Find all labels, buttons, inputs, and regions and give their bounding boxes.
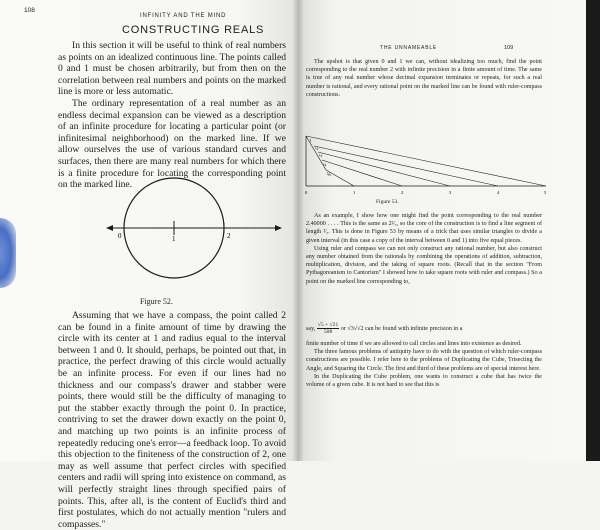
- text-block-middle: [306, 212, 542, 286]
- page-number: 109: [504, 45, 514, 51]
- bottom-label: 3: [449, 190, 452, 195]
- figure-caption: Figure 52.: [140, 297, 173, 306]
- text-block-bottom: [58, 310, 286, 530]
- left-page: [0, 0, 298, 530]
- left-label: ⅓: [319, 153, 323, 158]
- page-number: 108: [24, 7, 35, 14]
- ray: [306, 136, 546, 186]
- paragraph: The ordinary representation of a real number as an endless decimal expansion can be viewed as a description of an infinite procedure for locating a particular point (or infinitesimal neighborhood) on the marked line. If we allow ourselves the use of various standard curves and surfaces, then there are many real numbers for which there is a finite procedure for locating the corresponding point on the marked line.: [58, 97, 286, 191]
- paragraph: finite number of time if we are allowed to call circles and lines into existence as desired.: [306, 341, 522, 347]
- arrow-right-icon: [275, 225, 282, 231]
- paragraph: The upshot is that given 0 and 1 we can, without idealizing too much, find the point corresponding to the real number 2 with infinite precision in a finite amount of time. The same is true of any real number whose decimal expansion terminates or repeats, for such a real number is rational, and every rational point on the marked line can be found with ruler-compass constructions.: [306, 59, 542, 98]
- left-label: ¼: [323, 162, 327, 167]
- formula-prefix: say,: [306, 325, 316, 332]
- label-0: 0: [118, 232, 122, 240]
- book-cover-edge: [586, 0, 600, 461]
- paragraph: The three famous problems of antiquity have to do with the question of which ruler-compass constructions are possible. I refer here to the problems of Duplicating the Cube, Trisecting the Angle, and Squaring the Circle. The first and third of these problems are of special interest here.: [306, 349, 542, 372]
- bottom-label: 5: [544, 190, 547, 195]
- ray: [322, 160, 402, 186]
- running-head: INFINITY AND THE MIND: [140, 13, 227, 19]
- label-1: 1: [172, 235, 176, 243]
- formula-line: [306, 322, 542, 335]
- fraction-numerator: √5 + √21: [317, 322, 339, 328]
- ray: [314, 146, 498, 186]
- formula-second: √3√√2: [347, 325, 364, 332]
- paragraph: In the Duplicating the Cube problem, one wants to construct a cube that has twice the volume of a given cube. It is not hard to see that this is: [306, 373, 542, 389]
- ray: [318, 152, 450, 186]
- right-page: [298, 0, 588, 461]
- text-block-bottom: [306, 340, 542, 389]
- book-gutter: [292, 0, 304, 461]
- left-label: 1: [309, 138, 312, 143]
- paragraph: Using ruler and compass we can not only construct any rational number, but also construct any number obtained from the rationals by combining the operations of addition, subtraction, multiplication, division, and the taking of square roots. (Recall that in the section "From Pythagoreanism to Cantorism" I showed how to take square roots with ruler and compass.) So a point on the marked line corresponding to,: [306, 245, 542, 285]
- text-block-top: [58, 40, 286, 191]
- paragraph: As an example, I show how one might find the point corresponding to the real number 2.40000 . . . . This is the same as 2²⁄₅, so the core of the construction is to find a line segment of length ²⁄₅. This is done in Figure 53 by means of a trick that uses similar triangles to divide a given interval (in this case a copy of the interval between 0 and 1) into five equal pieces.: [306, 213, 542, 244]
- formula-suffix: can be found with infinite precision in a: [365, 325, 463, 332]
- formula-fraction: [317, 322, 339, 335]
- left-label: ⅕: [327, 172, 332, 177]
- section-title: CONSTRUCTING REALS: [122, 24, 265, 36]
- left-label: ½: [315, 146, 319, 151]
- paragraph: In this section it will be useful to think of real numbers as points on an idealized continuous line. The points called 0 and 1 must be chosen arbitrarily, but from then on the correlation between real numbers and points on the marked line is more or less automatic.: [58, 40, 286, 98]
- label-2: 2: [227, 232, 231, 240]
- paragraph: Assuming that we have a compass, the point called 2 can be found in a finite amount of time by drawing the circle with its center at 1 and radius equal to the interval between 1 and 0. It should, perhaps, be pointed out that, in practice, the perfect drawing of this circle would actually be an infinite process. For even if our lines had no thickness and our compass's drawer and stabber were points, there would still be the difficulty of managing to put the stabber exactly through the point 0. In practice, contriving to set the drawer down exactly on the point 0, and matching up two points is an infinite process of repeatedly reducing one's error—a feedback loop. To avoid this objection to the finiteness of the construction of 2, one may as well assume that perfect circles with specified centers and radii will spring into existence on command, as will perfectly straight lines through specified pairs of points. This, after all, is the content of Euclid's third and first postulates, which do not actually mention "rulers and compasses.": [58, 310, 286, 530]
- figure-53-similar-triangles-diagram: [300, 130, 550, 198]
- text-block-top: [306, 58, 542, 99]
- arrow-left-icon: [106, 225, 113, 231]
- bottom-label: 1: [353, 190, 356, 195]
- formula-connector: or: [340, 325, 346, 332]
- fraction-denominator: 508: [323, 329, 333, 335]
- bottom-label: 2: [401, 190, 404, 195]
- figure-caption: Figure 53.: [376, 199, 399, 205]
- running-head: THE UNNAMEABLE: [380, 45, 438, 51]
- bottom-label: 0: [305, 190, 308, 195]
- figure-52-circle-diagram: [104, 178, 284, 288]
- bottom-label: 4: [497, 190, 500, 195]
- blue-object: [0, 218, 16, 288]
